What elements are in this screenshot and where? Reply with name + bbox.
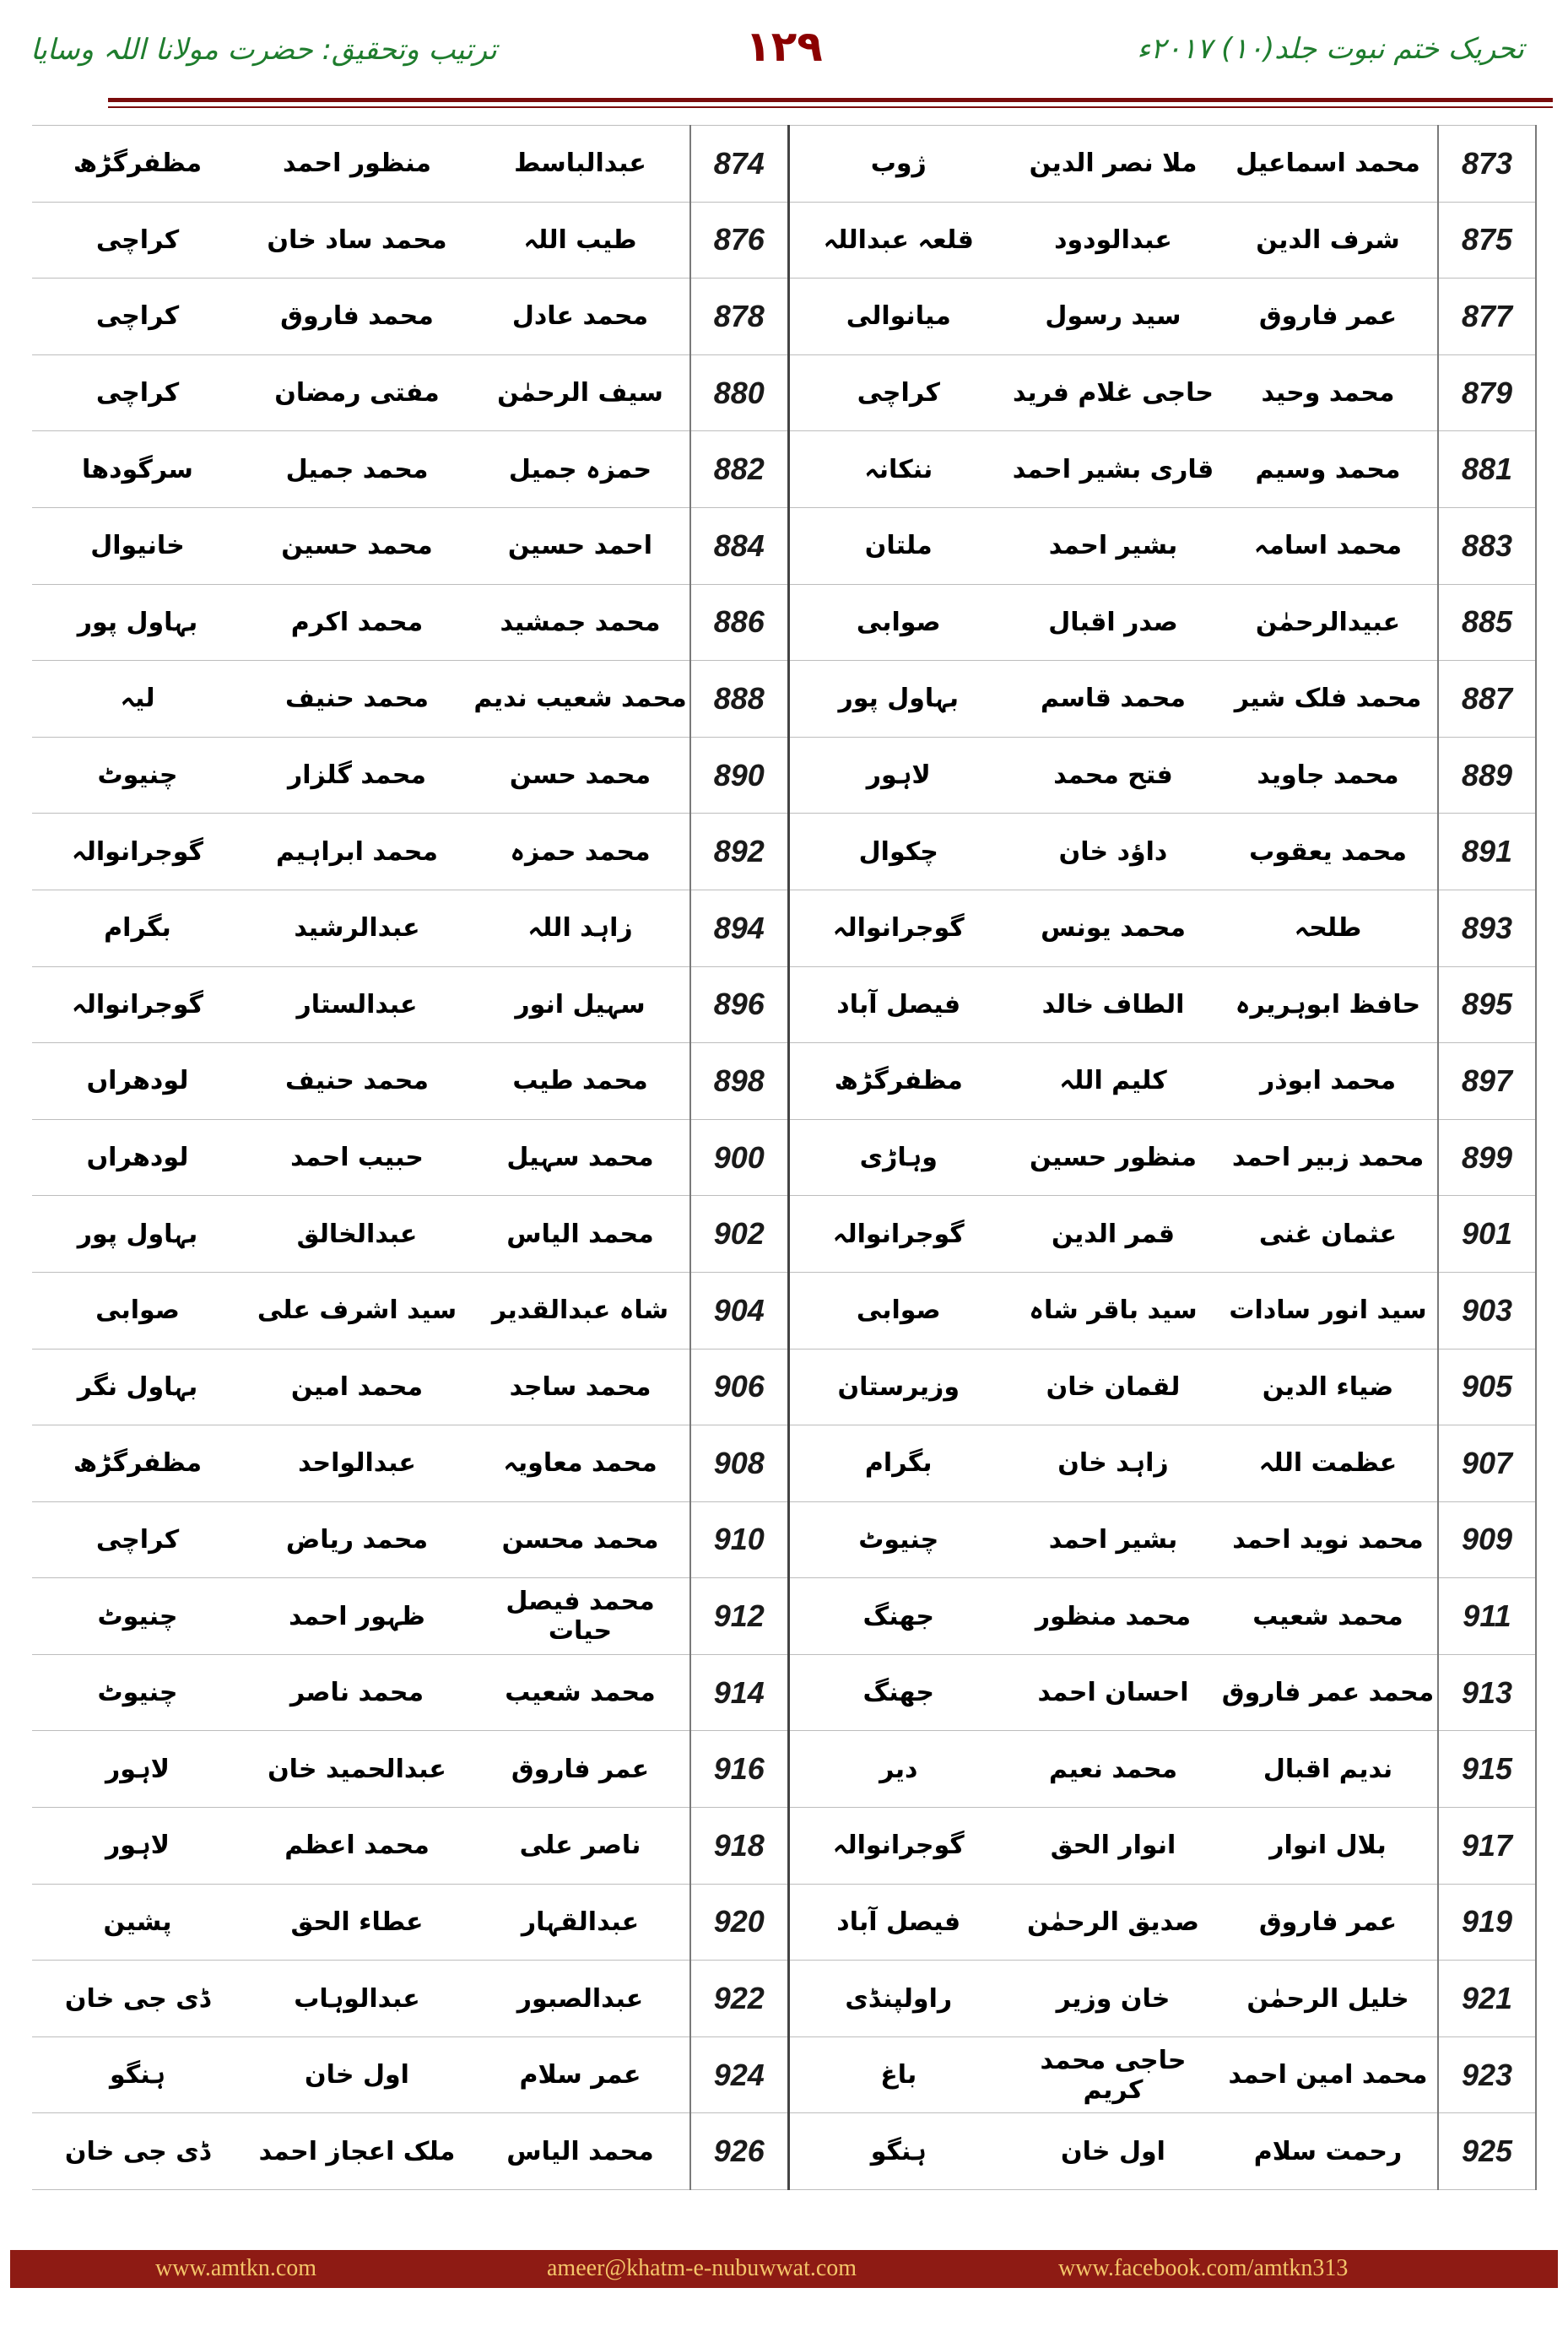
city: پشین — [32, 1884, 243, 1961]
entry-number: 899 — [1438, 1119, 1536, 1196]
father-name: حبیب احمد — [243, 1119, 471, 1196]
city: قلعہ عبداللہ — [788, 202, 1008, 279]
city: چکوال — [788, 814, 1008, 890]
website-link[interactable]: www.amtkn.com — [155, 2255, 317, 2281]
table-row — [32, 202, 1536, 279]
entry-name: محمد الیاس — [471, 1196, 690, 1273]
table-row — [32, 1119, 1536, 1196]
father-name: ملا نصر الدین — [1008, 126, 1219, 203]
city: بگرام — [32, 890, 243, 966]
entry-name: سید انور سادات — [1219, 1272, 1438, 1349]
city: صوابی — [788, 1272, 1008, 1349]
table-row — [32, 126, 1536, 203]
city: صوابی — [788, 584, 1008, 661]
entry-name: محمد شعیب — [471, 1654, 690, 1731]
entry-name: محمد عمر فاروق — [1219, 1654, 1438, 1731]
entry-number: 922 — [690, 1961, 788, 2037]
entry-name: محمد نوید احمد — [1219, 1501, 1438, 1578]
entry-number: 909 — [1438, 1501, 1536, 1578]
father-name: محمد منظور — [1008, 1578, 1219, 1655]
email-link[interactable]: ameer@khatm-e-nubuwwat.com — [547, 2255, 857, 2281]
city: سرگودھا — [32, 431, 243, 508]
entry-number: 886 — [690, 584, 788, 661]
table-row — [32, 279, 1536, 355]
father-name: محمد اعظم — [243, 1808, 471, 1885]
entry-number: 920 — [690, 1884, 788, 1961]
entry-number: 893 — [1438, 890, 1536, 966]
father-name: اول خان — [1008, 2113, 1219, 2190]
entry-name: محمد حسن — [471, 737, 690, 814]
entry-name: عمر سلام — [471, 2036, 690, 2113]
table-row — [32, 1043, 1536, 1120]
entry-number: 904 — [690, 1272, 788, 1349]
entry-number: 917 — [1438, 1808, 1536, 1885]
father-name: عطاء الحق — [243, 1884, 471, 1961]
father-name: محمد ابراہیم — [243, 814, 471, 890]
entry-number: 921 — [1438, 1961, 1536, 2037]
father-name: ملک اعجاز احمد — [243, 2113, 471, 2190]
entry-name: محمد اسماعیل — [1219, 126, 1438, 203]
entry-number: 913 — [1438, 1654, 1536, 1731]
entry-number: 898 — [690, 1043, 788, 1120]
entry-name: عظمت اللہ — [1219, 1425, 1438, 1502]
entry-name: محمد وحید — [1219, 354, 1438, 431]
city: لاہور — [32, 1731, 243, 1808]
entry-name: محمد الیاس — [471, 2113, 690, 2190]
city: لاہور — [32, 1808, 243, 1885]
father-name: احسان احمد — [1008, 1654, 1219, 1731]
entry-number: 881 — [1438, 431, 1536, 508]
table-row — [32, 2036, 1536, 2113]
father-name: صدر اقبال — [1008, 584, 1219, 661]
city: بہاول نگر — [32, 1349, 243, 1425]
table-row — [32, 1961, 1536, 2037]
entry-number: 900 — [690, 1119, 788, 1196]
entry-number: 897 — [1438, 1043, 1536, 1120]
entry-number: 905 — [1438, 1349, 1536, 1425]
entry-number: 879 — [1438, 354, 1536, 431]
father-name: عبدالوہاب — [243, 1961, 471, 2037]
entry-name: محمد اسامہ — [1219, 507, 1438, 584]
city: کراچی — [32, 1501, 243, 1578]
entry-name: عبیدالرحمٰن — [1219, 584, 1438, 661]
father-name: منظور احمد — [243, 126, 471, 203]
father-name: انوار الحق — [1008, 1808, 1219, 1885]
father-name: محمد نعیم — [1008, 1731, 1219, 1808]
entry-number: 901 — [1438, 1196, 1536, 1273]
city: دیر — [788, 1731, 1008, 1808]
city: جھنگ — [788, 1578, 1008, 1655]
entry-number: 911 — [1438, 1578, 1536, 1655]
city: ملتان — [788, 507, 1008, 584]
table-row — [32, 2113, 1536, 2190]
city: راولپنڈی — [788, 1961, 1008, 2037]
table-row — [32, 661, 1536, 738]
father-name: محمد ریاض — [243, 1501, 471, 1578]
table-row — [32, 890, 1536, 966]
father-name: ظہور احمد — [243, 1578, 471, 1655]
city: باغ — [788, 2036, 1008, 2113]
entry-number: 919 — [1438, 1884, 1536, 1961]
father-name: محمد قاسم — [1008, 661, 1219, 738]
city: بگرام — [788, 1425, 1008, 1502]
city: چنیوٹ — [32, 1654, 243, 1731]
entry-name: عثمان غنی — [1219, 1196, 1438, 1273]
entry-name: محمد محسن — [471, 1501, 690, 1578]
city: چنیوٹ — [32, 737, 243, 814]
entry-number: 903 — [1438, 1272, 1536, 1349]
table-row — [32, 1272, 1536, 1349]
entry-number: 908 — [690, 1425, 788, 1502]
entry-name: محمد معاویہ — [471, 1425, 690, 1502]
entry-number: 883 — [1438, 507, 1536, 584]
city: بہاول پور — [32, 1196, 243, 1273]
entry-number: 887 — [1438, 661, 1536, 738]
page-footer — [10, 2250, 1558, 2288]
father-name: محمد فاروق — [243, 279, 471, 355]
father-name: مفتی رمضان — [243, 354, 471, 431]
table-row — [32, 354, 1536, 431]
father-name: اول خان — [243, 2036, 471, 2113]
names-table — [32, 125, 1537, 2190]
city: مظفرگڑھ — [32, 126, 243, 203]
father-name: محمد اکرم — [243, 584, 471, 661]
city: ڈی جی خان — [32, 2113, 243, 2190]
header-rule-thin — [108, 106, 1553, 108]
father-name: قمر الدین — [1008, 1196, 1219, 1273]
entry-name: محمد ساجد — [471, 1349, 690, 1425]
father-name: عبدالرشید — [243, 890, 471, 966]
table-row — [32, 507, 1536, 584]
table-row — [32, 1196, 1536, 1273]
entry-name: محمد وسیم — [1219, 431, 1438, 508]
city: وزیرستان — [788, 1349, 1008, 1425]
entry-name: عبدالصبور — [471, 1961, 690, 2037]
entry-name: محمد شعیب — [1219, 1578, 1438, 1655]
compiler-credit: ترتیب وتحقیق: حضرت مولانا اللہ وسایا — [30, 33, 497, 67]
father-name: محمد حنیف — [243, 661, 471, 738]
entry-name: عبدالقہار — [471, 1884, 690, 1961]
city: چنیوٹ — [32, 1578, 243, 1655]
page-header — [0, 0, 1568, 93]
entry-name: ندیم اقبال — [1219, 1731, 1438, 1808]
father-name: قاری بشیر احمد — [1008, 431, 1219, 508]
city: خانیوال — [32, 507, 243, 584]
father-name: کلیم اللہ — [1008, 1043, 1219, 1120]
entry-number: 912 — [690, 1578, 788, 1655]
page-number: ۱۲۹ — [745, 22, 823, 71]
entry-name: محمد طیب — [471, 1043, 690, 1120]
table-row — [32, 431, 1536, 508]
table-row — [32, 1501, 1536, 1578]
father-name: فتح محمد — [1008, 737, 1219, 814]
city: ہنگو — [788, 2113, 1008, 2190]
entry-number: 906 — [690, 1349, 788, 1425]
city: جھنگ — [788, 1654, 1008, 1731]
father-name: لقمان خان — [1008, 1349, 1219, 1425]
table-row — [32, 1425, 1536, 1502]
entry-name: طلحہ — [1219, 890, 1438, 966]
father-name: عبدالخالق — [243, 1196, 471, 1273]
entry-name: عمر فاروق — [1219, 1884, 1438, 1961]
father-name: محمد ساد خان — [243, 202, 471, 279]
entry-number: 875 — [1438, 202, 1536, 279]
table-row — [32, 1349, 1536, 1425]
header-rule-thick — [108, 98, 1553, 102]
entry-number: 874 — [690, 126, 788, 203]
city: ننکانہ — [788, 431, 1008, 508]
father-name: محمد گلزار — [243, 737, 471, 814]
entry-name: محمد عادل — [471, 279, 690, 355]
entry-name: رحمت سلام — [1219, 2113, 1438, 2190]
city: بہاول پور — [788, 661, 1008, 738]
table-row — [32, 1884, 1536, 1961]
father-name: حاجی غلام فرید — [1008, 354, 1219, 431]
father-name: حاجی محمد کریم — [1008, 2036, 1219, 2113]
entry-number: 884 — [690, 507, 788, 584]
entry-name: محمد جاوید — [1219, 737, 1438, 814]
entry-number: 882 — [690, 431, 788, 508]
entry-number: 925 — [1438, 2113, 1536, 2190]
father-name: سید اشرف علی — [243, 1272, 471, 1349]
entry-name: عمر فاروق — [1219, 279, 1438, 355]
city: کراچی — [32, 202, 243, 279]
entry-number: 918 — [690, 1808, 788, 1885]
father-name: عبدالودود — [1008, 202, 1219, 279]
entry-number: 924 — [690, 2036, 788, 2113]
entry-name: محمد سہیل — [471, 1119, 690, 1196]
city: ہنگو — [32, 2036, 243, 2113]
entry-number: 892 — [690, 814, 788, 890]
entry-number: 910 — [690, 1501, 788, 1578]
entry-number: 894 — [690, 890, 788, 966]
entry-name: محمد زبیر احمد — [1219, 1119, 1438, 1196]
city: مظفرگڑھ — [32, 1425, 243, 1502]
city: لیہ — [32, 661, 243, 738]
table-row — [32, 584, 1536, 661]
father-name: سید رسول — [1008, 279, 1219, 355]
entry-number: 878 — [690, 279, 788, 355]
city: ڈی جی خان — [32, 1961, 243, 2037]
entry-name: محمد فیصل حیات — [471, 1578, 690, 1655]
father-name: خان وزیر — [1008, 1961, 1219, 2037]
entry-name: خلیل الرحمٰن — [1219, 1961, 1438, 2037]
city: بہاول پور — [32, 584, 243, 661]
entry-name: حافظ ابوہریرہ — [1219, 966, 1438, 1043]
entry-number: 916 — [690, 1731, 788, 1808]
entry-name: محمد امین احمد — [1219, 2036, 1438, 2113]
entry-name: محمد جمشید — [471, 584, 690, 661]
names-table-container — [32, 125, 1536, 2190]
entry-name: احمد حسین — [471, 507, 690, 584]
city: فیصل آباد — [788, 1884, 1008, 1961]
entry-number: 926 — [690, 2113, 788, 2190]
city: گوجرانوالہ — [788, 1196, 1008, 1273]
entry-number: 902 — [690, 1196, 788, 1273]
city: گوجرانوالہ — [788, 890, 1008, 966]
facebook-link[interactable]: www.facebook.com/amtkn313 — [1058, 2255, 1349, 2281]
city: گوجرانوالہ — [788, 1808, 1008, 1885]
entry-number: 907 — [1438, 1425, 1536, 1502]
entry-name: ناصر علی — [471, 1808, 690, 1885]
city: ژوب — [788, 126, 1008, 203]
entry-name: حمزہ جمیل — [471, 431, 690, 508]
entry-number: 896 — [690, 966, 788, 1043]
father-name: زاہد خان — [1008, 1425, 1219, 1502]
entry-name: محمد شعیب ندیم — [471, 661, 690, 738]
table-row — [32, 1654, 1536, 1731]
entry-name: عمر فاروق — [471, 1731, 690, 1808]
city: گوجرانوالہ — [32, 966, 243, 1043]
entry-number: 890 — [690, 737, 788, 814]
father-name: محمد یونس — [1008, 890, 1219, 966]
entry-name: بلال انوار — [1219, 1808, 1438, 1885]
entry-number: 888 — [690, 661, 788, 738]
city: مظفرگڑھ — [788, 1043, 1008, 1120]
entry-number: 876 — [690, 202, 788, 279]
table-row — [32, 1578, 1536, 1655]
table-row — [32, 966, 1536, 1043]
father-name: داؤد خان — [1008, 814, 1219, 890]
entry-name: طیب اللہ — [471, 202, 690, 279]
entry-number: 880 — [690, 354, 788, 431]
father-name: عبدالواحد — [243, 1425, 471, 1502]
city: لودھراں — [32, 1043, 243, 1120]
entry-number: 914 — [690, 1654, 788, 1731]
entry-name: محمد فلک شیر — [1219, 661, 1438, 738]
city: میانوالی — [788, 279, 1008, 355]
city: صوابی — [32, 1272, 243, 1349]
entry-name: سہیل انور — [471, 966, 690, 1043]
entry-name: شرف الدین — [1219, 202, 1438, 279]
city: گوجرانوالہ — [32, 814, 243, 890]
father-name: سید باقر شاہ — [1008, 1272, 1219, 1349]
book-title: تحریک ختم نبوت جلد(۱۰) ۲۰۱۷ء — [1137, 32, 1524, 66]
table-row — [32, 814, 1536, 890]
entry-name: زاہد اللہ — [471, 890, 690, 966]
table-row — [32, 1808, 1536, 1885]
entry-name: محمد یعقوب — [1219, 814, 1438, 890]
entry-number: 923 — [1438, 2036, 1536, 2113]
father-name: بشیر احمد — [1008, 1501, 1219, 1578]
father-name: صدیق الرحمٰن — [1008, 1884, 1219, 1961]
entry-name: محمد ابوذر — [1219, 1043, 1438, 1120]
city: فیصل آباد — [788, 966, 1008, 1043]
table-row — [32, 1731, 1536, 1808]
city: کراچی — [788, 354, 1008, 431]
father-name: عبدالستار — [243, 966, 471, 1043]
father-name: محمد امین — [243, 1349, 471, 1425]
entry-number: 885 — [1438, 584, 1536, 661]
entry-name: سیف الرحمٰن — [471, 354, 690, 431]
entry-name: محمد حمزہ — [471, 814, 690, 890]
city: وہاڑی — [788, 1119, 1008, 1196]
father-name: محمد حنیف — [243, 1043, 471, 1120]
city: کراچی — [32, 354, 243, 431]
entry-name: عبدالباسط — [471, 126, 690, 203]
city: لاہور — [788, 737, 1008, 814]
father-name: بشیر احمد — [1008, 507, 1219, 584]
entry-name: ضیاء الدین — [1219, 1349, 1438, 1425]
entry-number: 915 — [1438, 1731, 1536, 1808]
table-row — [32, 737, 1536, 814]
father-name: عبدالحمید خان — [243, 1731, 471, 1808]
entry-name: شاہ عبدالقدیر — [471, 1272, 690, 1349]
father-name: محمد حسین — [243, 507, 471, 584]
father-name: محمد جمیل — [243, 431, 471, 508]
entry-number: 877 — [1438, 279, 1536, 355]
father-name: الطاف خالد — [1008, 966, 1219, 1043]
father-name: منظور حسین — [1008, 1119, 1219, 1196]
father-name: محمد ناصر — [243, 1654, 471, 1731]
entry-number: 889 — [1438, 737, 1536, 814]
entry-number: 895 — [1438, 966, 1536, 1043]
city: چنیوٹ — [788, 1501, 1008, 1578]
city: لودھراں — [32, 1119, 243, 1196]
entry-number: 873 — [1438, 126, 1536, 203]
city: کراچی — [32, 279, 243, 355]
entry-number: 891 — [1438, 814, 1536, 890]
